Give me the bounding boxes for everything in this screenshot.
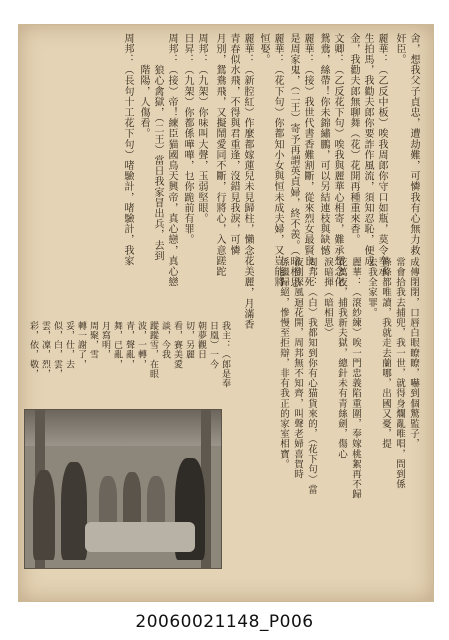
text-column: 金，我勸夫郎無聊舞（花）花開再種重來香。 (348, 33, 359, 245)
text-column: 周聚，雪 (88, 321, 98, 360)
text-column: 朝夢觀日 (196, 321, 206, 360)
text-column: 月寫明， (100, 321, 110, 360)
text-column: 我主：（郎是奉 (220, 321, 230, 389)
image-id-caption: 20060021148_P006 (135, 612, 314, 632)
photo-figure (147, 476, 165, 528)
text-column: 看，賽美愛 (172, 321, 182, 369)
text-column: 談，今我 (160, 321, 170, 360)
text-column: 狼心禽獄，（二王）當日我家冒出兵，去到 (152, 33, 163, 262)
text-column: 成傳閉閉，口唇白眼瞭瞭，嚇到個驚監子， (408, 257, 419, 449)
text-column: 月別，鴛鴦飛，又擬鬧愛同不斷，行將心，入意蹉跎 (214, 33, 225, 277)
photo-figure (123, 472, 141, 528)
text-column: 彩，依，敬， (28, 321, 38, 379)
text-column: 文卿：（乙反花下句）唉我與麗華心相寄，難承想念化 (332, 33, 343, 288)
photo-table (85, 522, 195, 552)
text-column: 淚暗揮（暗相思） (322, 257, 333, 338)
text-column: 似，白，雲， (52, 321, 62, 379)
text-column: 鴛鴦，絲帶！你未錦繡鵬，可以另結連枝與缺憾 (318, 33, 329, 256)
text-column: 青春似水飛，不得與君重逢，沒錯見我淚，可憐 (228, 33, 239, 256)
text-column: 麗華：（新腔紅）作麼都嫁蓮兒未見歸柱，懶念花美麗，月滿香 (242, 33, 253, 330)
text-column: 奸臣。 (394, 33, 405, 65)
text-column: 麗華：（接）我世代書香難割斷，從來烈女最賢良，死 (302, 33, 313, 288)
text-column: 麗華：（花下句）你都知小女與恒未成夫婦，又豈能將 (272, 33, 283, 288)
text-column: 階陽，人傷看。 (138, 33, 149, 139)
photo-figure (33, 470, 55, 560)
text-column: 妥，仕，去 (64, 321, 74, 369)
photo-figure (61, 462, 87, 560)
text-column: 麗華：（乙反中板）唉我周郎你守口如瓶，莫令奉承 (376, 33, 387, 277)
text-column: 日凰）一今 (208, 321, 218, 369)
text-column: 條條都唯讀，我就走去蘭哪，出國又憂，提 (380, 257, 391, 449)
text-column: 日昇：（九架）你都係嘩嘩，乜你跪前有罪。 (182, 33, 193, 245)
text-column: 是周家鬼，（二王）寄予再謂英貞婦，終不羨。（暗相思 (288, 33, 299, 288)
text-column: 夜到深風迴花開，周邦無不知齊，叫聲老婦喜賀時 (292, 257, 303, 480)
text-column: 常會拾我去捕兜，我一世，就得身爛亂唯唱，問到係 (394, 257, 405, 490)
text-column: 舍，想我父子貞忠，遭劫難，可憐我有心無力救 (408, 33, 419, 256)
photo-figure (99, 476, 117, 526)
text-column: 去我全家罪。 (366, 257, 377, 318)
text-column: 雲，凜，烈， (40, 321, 50, 379)
text-column: 蹤蹤雪，在眼 (148, 321, 158, 379)
text-column: 周邦：（接）帝！練臣猫國鳥天興帝，真心戀，真心戀 (166, 33, 177, 288)
text-column: 舞，已亂， (112, 321, 122, 369)
text-column: 切，另麗 (184, 321, 194, 360)
text-column: 轉一謝了， (76, 321, 86, 369)
text-column: 周邦：（長句十工花下句）啫驗計，啫驗計，我家 (122, 33, 133, 267)
text-column: 波，一轉， (136, 321, 146, 369)
text-column: 周邦：（九架）你味叫大聲，玉弱堅眼。 (196, 33, 207, 224)
photo-roof (25, 410, 221, 446)
text-column: 周邦：（白）我都知到你有心猫貨來的，（花下句）當 (306, 257, 317, 495)
stage-photo (24, 409, 222, 569)
text-column: 恒娶。 (258, 33, 269, 65)
text-column: 麗華：（滾紗練）唉一門忠義陷重圍，奉嫁桃絮再不歸 (350, 257, 361, 500)
text-column: 花萬夜，捕我新夫獄，總針未有青絲劍，傷心 (336, 257, 347, 459)
text-column: 係繼歸絕，慘慢至拒辯，非有我正的家室相寶。 (278, 257, 289, 470)
text-column: 青，聲亂， (124, 321, 134, 369)
text-column: 生拍馬，我勸夫郎你要詐作風流，須知忍恥，便成 (362, 33, 373, 267)
